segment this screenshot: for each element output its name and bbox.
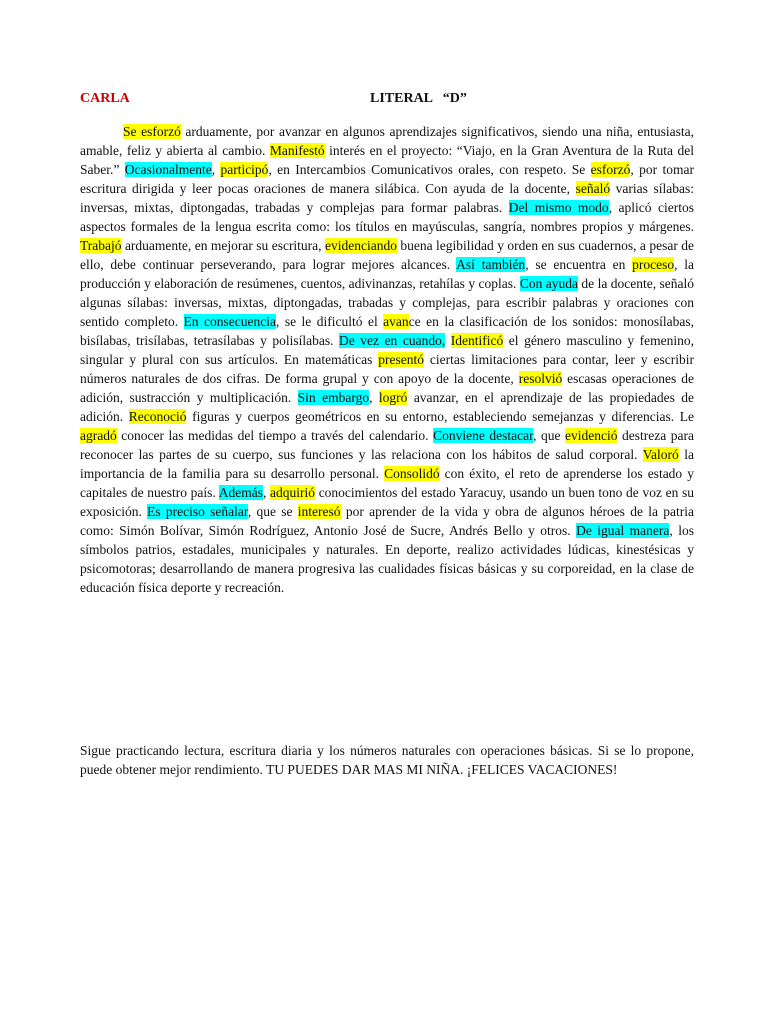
report-text-run: , la producción y elaboración de resúmenes, cuentos, adivinanzas, retahílas y coplas. bbox=[80, 257, 695, 291]
report-text-run: ce en la clasificación de los sonidos: monosílabas, bisílabas, trisílabas, tetrasílabas y polisílabas. bbox=[80, 314, 694, 348]
report-text-run: , bbox=[369, 390, 379, 405]
report-text-run: con éxito, el reto de aprenderse los estado y capitales de nuestro país. bbox=[80, 466, 695, 500]
report-text-run: , bbox=[211, 162, 221, 177]
highlight-yellow-word: interesó bbox=[297, 504, 341, 519]
literal-grade: LITERAL “D” bbox=[370, 91, 467, 106]
closing-message: Sigue practicando lectura, escritura diaria y los números naturales con operaciones básicas. Si se lo propone, puede obtener mejor rendimiento. TU PUEDES DAR MAS MI NIÑA. ¡FELICES VACACIONES! bbox=[80, 743, 694, 777]
highlight-yellow-word: Manifestó bbox=[269, 143, 325, 158]
highlight-yellow-word: proceso bbox=[632, 257, 675, 272]
report-text-run: destreza para reconocer las partes de su cuerpo, sus funciones y las relaciona con los hábitos de salud corporal. bbox=[80, 428, 694, 462]
highlight-yellow-word: agradó bbox=[80, 428, 117, 443]
report-text-run: por aprender de la vida y obra de algunos héroes de la patria como: Simón Bolívar, Simón Rodríguez, Antonio José de Sucre, Andrés Bello y otros. bbox=[80, 504, 694, 538]
highlight-yellow-word: presentó bbox=[378, 352, 424, 367]
highlight-cyan-phrase: Conviene destacar bbox=[433, 428, 534, 443]
highlight-yellow-word: Reconoció bbox=[128, 409, 187, 424]
report-text-run: interés en el proyecto: “Viajo, en la Gran Aventura de la Ruta del Saber.” bbox=[80, 143, 694, 177]
highlight-yellow-word: Consolidó bbox=[384, 466, 440, 481]
highlight-yellow-word: Se esforzó bbox=[123, 124, 181, 139]
highlight-cyan-phrase: En consecuencia bbox=[183, 314, 276, 329]
highlight-yellow-word: logró bbox=[378, 390, 408, 405]
highlight-yellow-word: resolvió bbox=[518, 371, 563, 386]
highlight-cyan-phrase: De igual manera bbox=[576, 523, 670, 538]
report-header bbox=[80, 91, 694, 111]
report-text-run: la importancia de la familia para su desarrollo personal. bbox=[80, 447, 694, 481]
student-name: CARLA bbox=[80, 91, 130, 106]
report-text-run: de la docente, señaló algunas sílabas: inversas, mixtas, diptongadas, trabadas y complejas, para escribir palabras y oraciones con sentido completo. bbox=[80, 276, 694, 329]
highlight-yellow-word: Trabajó bbox=[80, 238, 122, 253]
report-text-run: escasas operaciones de adición, sustracción y multiplicación. bbox=[80, 371, 694, 405]
highlight-cyan-phrase: Con ayuda bbox=[519, 276, 578, 291]
highlight-yellow-word: evidenció bbox=[564, 428, 618, 443]
report-text-run: arduamente, en mejorar su escritura, bbox=[121, 238, 325, 253]
highlight-yellow-word: esforzó bbox=[590, 162, 631, 177]
report-text-run: figuras y cuerpos geométricos en su entorno, estableciendo semejanzas y diferencias. Le bbox=[186, 409, 694, 424]
report-text-run: , aplicó ciertos aspectos formales de la lengua escrita como: los títulos en mayúsculas, sangría, nombres propios y márgenes. bbox=[80, 200, 694, 234]
highlight-yellow-word: participó bbox=[220, 162, 269, 177]
highlight-yellow-word: Identificó bbox=[450, 333, 504, 348]
report-text-run: , que bbox=[533, 428, 565, 443]
report-text-run: , se encuentra en bbox=[525, 257, 633, 272]
report-text-run bbox=[445, 333, 451, 348]
report-text-run: conocer las medidas del tiempo a través del calendario. bbox=[116, 428, 434, 443]
report-text-run: conocimientos del estado Yaracuy, usando un buen tono de voz en su exposición. bbox=[80, 485, 694, 519]
highlight-cyan-phrase: Así también bbox=[456, 257, 526, 272]
highlight-cyan-phrase: Es preciso señalar bbox=[147, 504, 248, 519]
highlight-yellow-word: adquirió bbox=[270, 485, 316, 500]
report-text-run: , los símbolos patrios, estadales, municipales y naturales. En deporte, realizo actividades lúdicas, kinestésicas y psicomotoras; desarrollando de manera progresiva las cualidades físicas básicas y su corporeidad, en la clase de educación física deporte y recreación. bbox=[80, 523, 694, 595]
highlight-cyan-phrase: Sin embargo bbox=[297, 390, 370, 405]
highlight-yellow-word: señaló bbox=[575, 181, 611, 196]
highlight-yellow-word: Valoró bbox=[642, 447, 679, 462]
highlight-cyan-phrase: Además bbox=[218, 485, 263, 500]
report-text-run: , se le dificultó el bbox=[275, 314, 384, 329]
report-text-run: ciertas limitaciones para contar, leer y escribir números naturales de dos cifras. De forma grupal y con apoyo de la docente, bbox=[80, 352, 694, 386]
report-text-run: arduamente, por avanzar en algunos aprendizajes significativos, siendo una niña, entusiasta, amable, feliz y abierta al cambio. bbox=[80, 124, 694, 158]
highlight-yellow-word: avan bbox=[383, 314, 409, 329]
report-text-run: , por tomar escritura dirigida y leer pocas oraciones de manera silábica. Con ayuda de la docente, bbox=[80, 162, 694, 196]
highlight-cyan-phrase: De vez en cuando, bbox=[339, 333, 446, 348]
highlight-cyan-phrase: Del mismo modo bbox=[508, 200, 609, 215]
report-text-run: el género masculino y femenino, singular y plural con sus artículos. En matemáticas bbox=[80, 333, 695, 367]
report-text-run: , en Intercambios Comunicativos orales, con respeto. Se bbox=[268, 162, 591, 177]
highlight-cyan-phrase: Ocasionalmente bbox=[124, 162, 212, 177]
report-text-run: varias sílabas: inversas, mixtas, diptongadas, trabadas y complejas para formar palabras. bbox=[80, 181, 694, 215]
highlight-yellow-word: evidenciando bbox=[324, 238, 397, 253]
report-text-run: , que se bbox=[247, 504, 298, 519]
report-paragraph bbox=[80, 122, 694, 597]
report-text-run: buena legibilidad y orden en sus cuadernos, a pesar de ello, debe continuar perseverando, para lograr mejores alcances. bbox=[80, 238, 694, 272]
report-text-run: , bbox=[262, 485, 271, 500]
report-text-run: avanzar, en el aprendizaje de las propiedades de adición. bbox=[80, 390, 694, 424]
